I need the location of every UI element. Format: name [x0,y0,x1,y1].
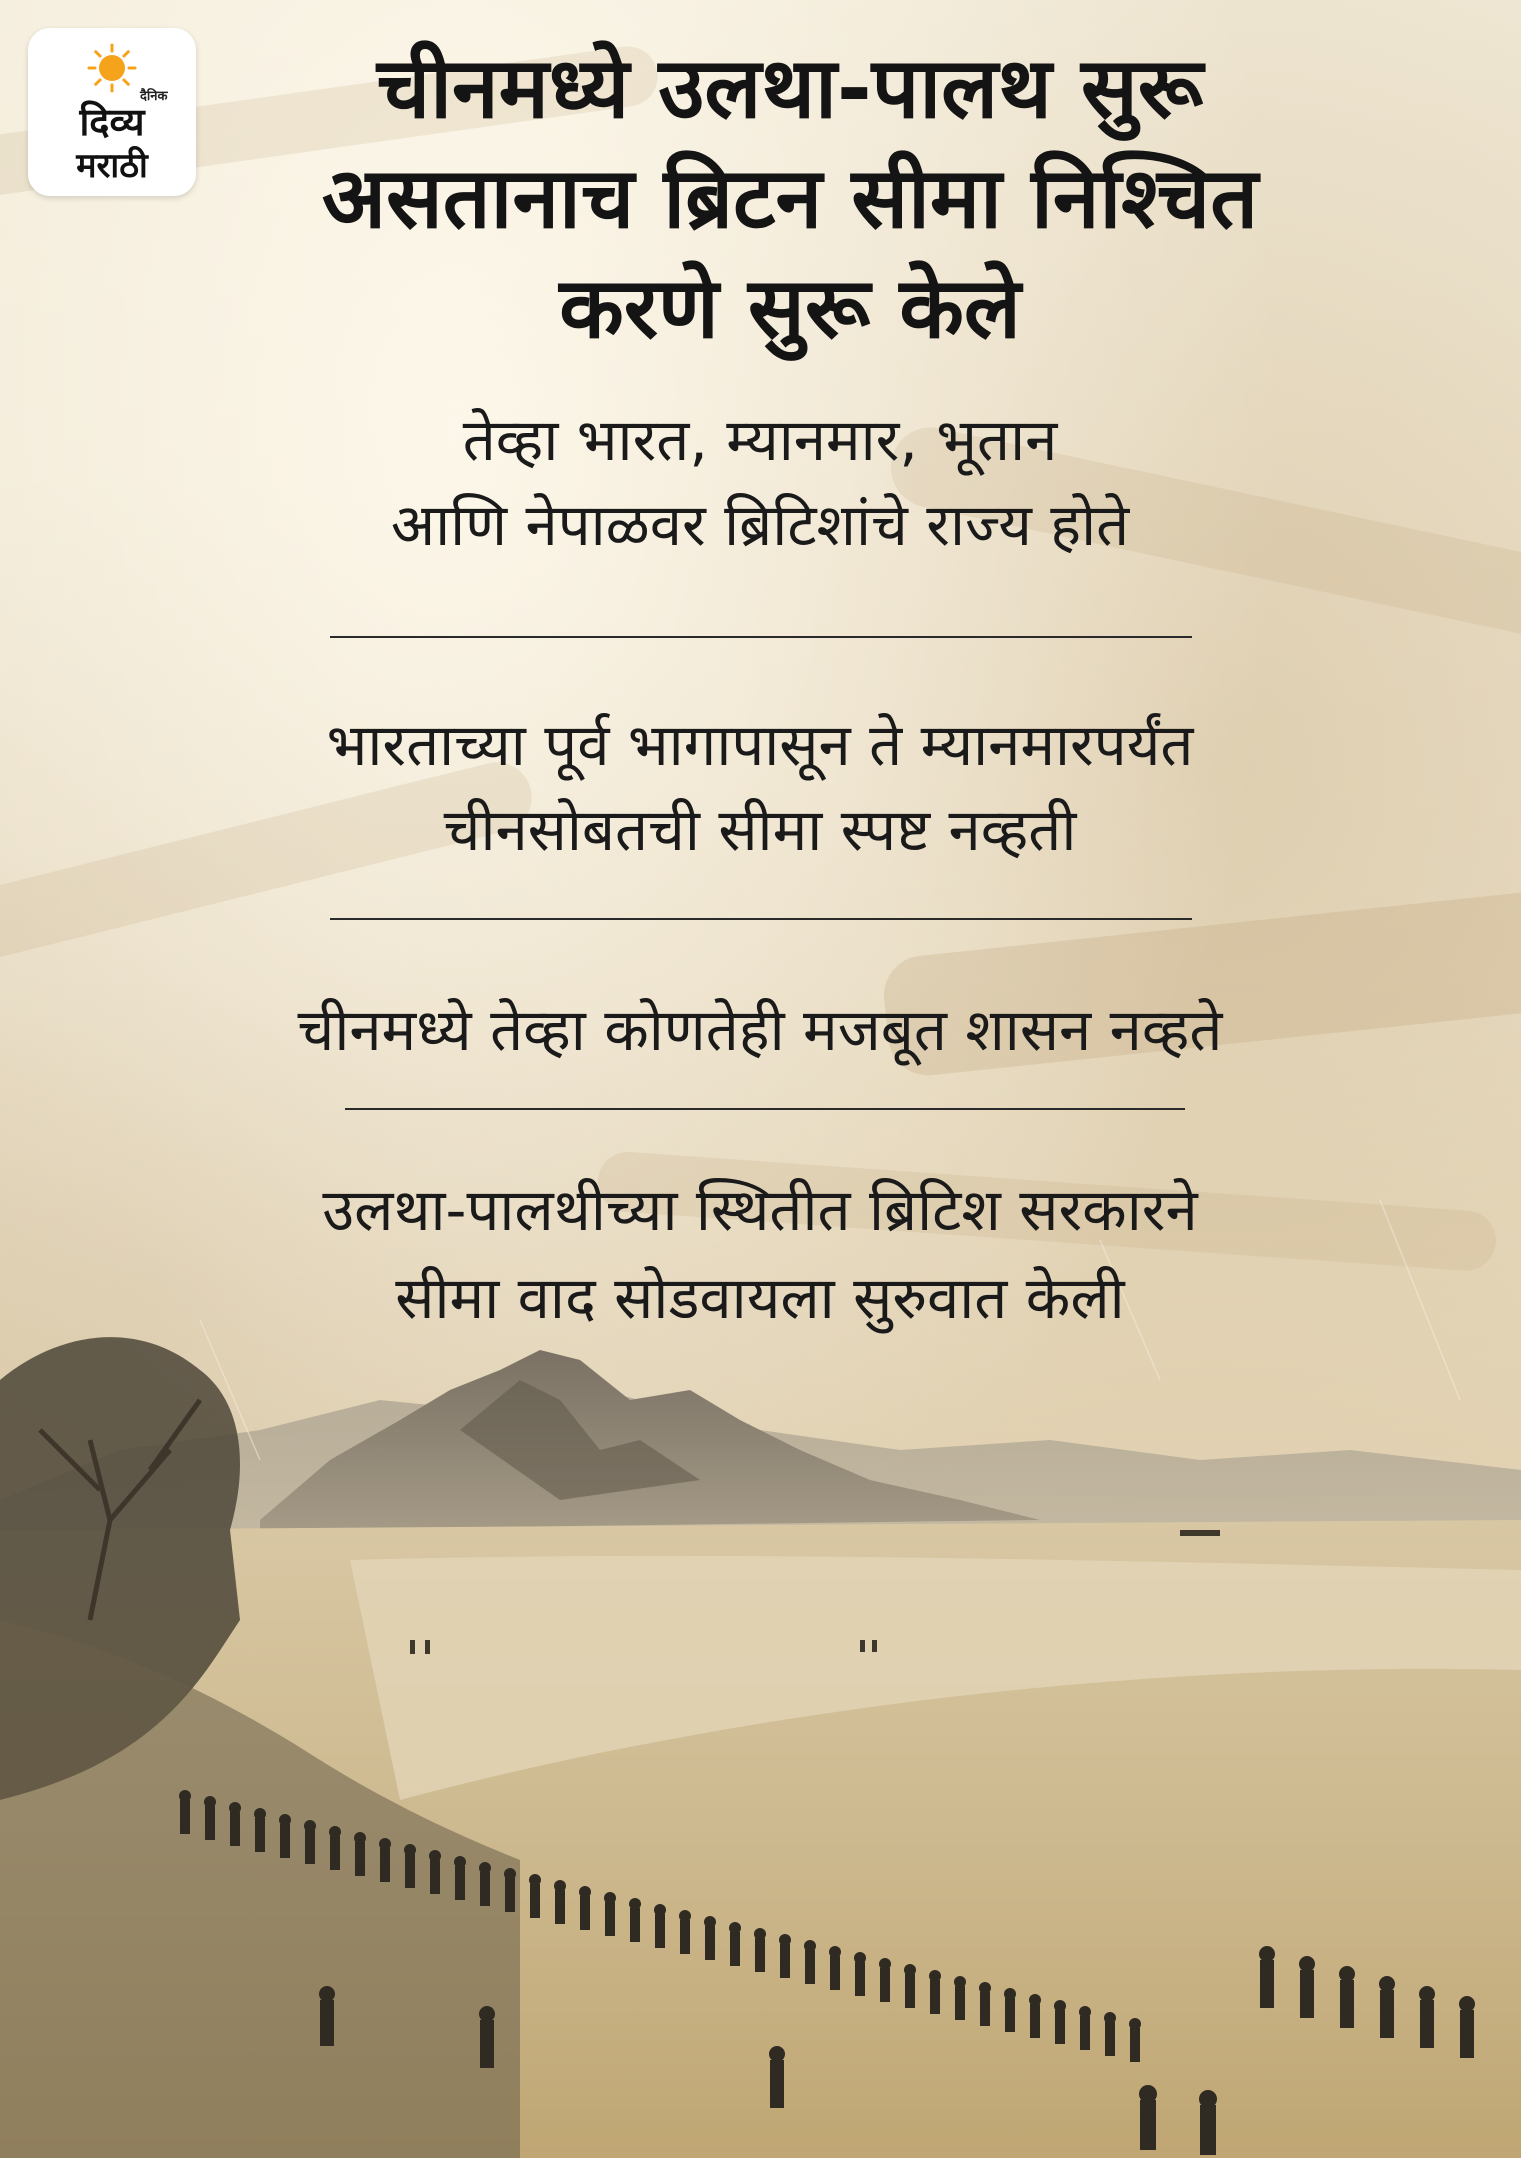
divider [330,636,1192,638]
brand-name-line1: दिव्य [79,100,145,144]
divider [330,918,1192,920]
historical-photo [0,1200,1521,2158]
point-1-line-2: आणि नेपाळवर ब्रिटिशांचे राज्य होते [390,491,1130,559]
brand-name-line2: मराठी [76,146,148,186]
brand-logo[interactable] [28,28,196,196]
title-line-2: असतानाच ब्रिटन सीमा निश्चित [321,149,1259,247]
title-line-3: करणे सुरू केले [559,259,1021,357]
point-2-line-1: भारताच्या पूर्व भागापासून ते म्यानमारपर्यंत [326,711,1194,779]
sun-icon [89,45,135,91]
point-2-line-2: चीनसोबतची सीमा स्पष्ट नव्हती [443,796,1077,864]
point-1-line-1: तेव्हा भारत, म्यानमार, भूतान [462,406,1058,474]
point-4-line-2: सीमा वाद सोडवायला सुरुवात केली [395,1264,1125,1332]
point-3-line-1: चीनमध्ये तेव्हा कोणतेही मजबूत शासन नव्हते [297,996,1223,1064]
divider [345,1108,1185,1110]
sun-icon [86,42,138,94]
brand-small-text: दैनिक [140,89,168,104]
title-line-1: चीनमध्ये उलथा-पालथ सुरू [376,39,1204,137]
point-4-line-1: उलथा-पालथीच्या स्थितीत ब्रिटिश सरकारने [322,1176,1198,1244]
